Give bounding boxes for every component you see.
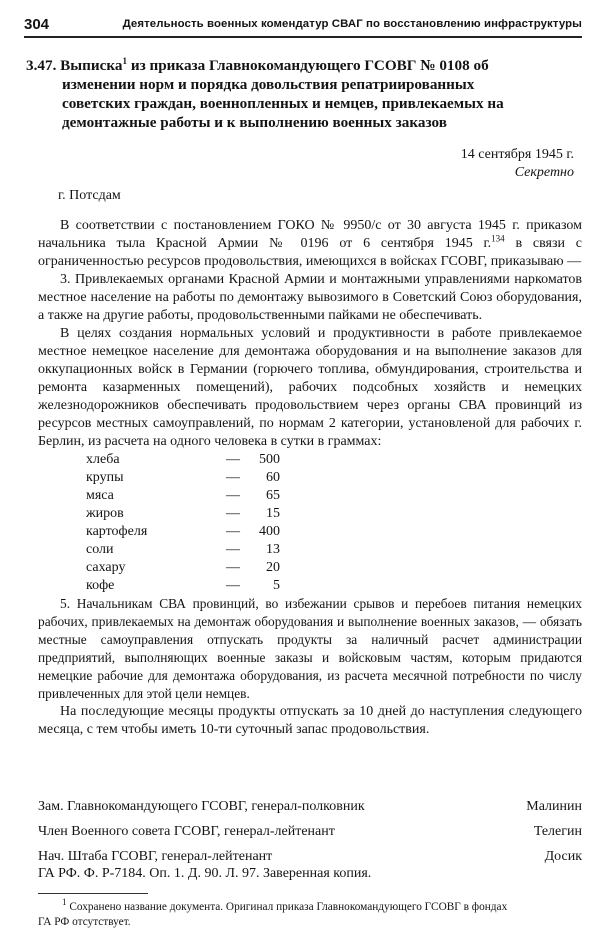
title-number: 3.47.	[26, 57, 57, 74]
ration-row	[86, 559, 280, 577]
document-date: 14 сентября 1945 г.	[460, 147, 574, 162]
signatory-name: Малинин	[526, 799, 582, 814]
ration-row	[86, 577, 280, 595]
signatory-position: Зам. Главнокомандующего ГСОВГ, генерал-полковник	[38, 799, 365, 814]
ration-grams: 20	[266, 560, 280, 575]
ration-grams: 500	[259, 452, 280, 467]
ration-dash: —	[226, 470, 240, 485]
ration-item: жиров	[86, 506, 124, 521]
ration-row	[86, 451, 280, 469]
ration-table	[86, 451, 280, 595]
running-header	[24, 14, 582, 38]
page-number: 304	[24, 16, 50, 33]
document-body	[38, 217, 582, 739]
paragraph-item-5: 5. Начальникам СВА провинций, во избежании срывов и перебоев питания немецких рабочих, привлекаемых на демонтаж оборудования и выполнение военных заказов, — обязать местные самоуправления отпускать продукты за наличный расчет администрации предприятий, выполняющих военные заказы и войсковым частям, которым придаются немецкие рабочие для демонтажа оборудования, из расчета месячной потребности по числу привлеченных для этой цели немцев.	[38, 596, 582, 701]
title-line-3: советских граждан, военнопленных и немцев, привлекаемых на	[62, 95, 504, 112]
ration-row	[86, 505, 280, 523]
ration-grams: 13	[266, 542, 280, 557]
ration-row	[86, 523, 280, 541]
footnote-mark: 1	[62, 897, 67, 908]
signatory-position: Нач. Штаба ГСОВГ, генерал-лейтенант	[38, 849, 273, 864]
signature-row	[38, 794, 582, 819]
signatory-name: Телегин	[533, 824, 582, 839]
ration-grams: 5	[273, 578, 280, 593]
ration-item: кофе	[86, 578, 115, 593]
footnote-divider	[38, 893, 148, 894]
footnote	[38, 897, 582, 930]
ration-item: хлеба	[86, 452, 120, 467]
document-title	[26, 56, 582, 132]
ration-grams: 60	[266, 470, 280, 485]
ration-row	[86, 541, 280, 559]
ration-item: мяса	[86, 488, 114, 503]
ration-dash: —	[226, 524, 240, 539]
title-line-1: 3.47. Выписка$^1$ из приказа Главнокомандующего ГСОВГ № 0108 об	[26, 55, 489, 74]
paragraph-conditions: В целях создания нормальных условий и продуктивности в работе привлекаемое местное немецкое население для демонтажа оборудования и на выполнение заказов для оккупационных войск в Германии (горючего топлива, обмундирования, строительства и ремонта казарменных помещений), рабочих подсобных хозяйств и немецких железнодорожников обеспечивать продовольствием через органы СВА провинций из ресурсов местных самоуправлений, по нормам 2 категории, установленой для рабочих г. Берлин, из расчета на одного человека в сутки в граммах:	[38, 326, 582, 449]
signature-block	[38, 794, 582, 869]
ration-dash: —	[226, 542, 240, 557]
ration-item: картофеля	[86, 524, 148, 539]
ration-grams: 15	[266, 506, 280, 521]
ration-dash: —	[226, 560, 240, 575]
title-line-4: демонтажные работы и к выполнению военных заказов	[62, 114, 447, 131]
date-block	[461, 146, 574, 182]
ration-dash: —	[226, 452, 240, 467]
ration-grams: 65	[266, 488, 280, 503]
ration-row	[86, 487, 280, 505]
running-title: Деятельность военных комендатур СВАГ по восстановлению инфраструктуры	[122, 18, 582, 30]
ration-dash: —	[226, 488, 240, 503]
paragraph-supply-advance: На последующие месяцы продукты отпускать за 10 дней до наступления следующего месяца, с тем чтобы иметь 10-ти суточный запас продовольствия.	[38, 704, 582, 737]
ration-grams: 400	[259, 524, 280, 539]
signatory-name: Досик	[544, 849, 582, 864]
footnote-line-1: $^1$ Сохранено название документа. Оригинал приказа Главнокомандующего ГСОВГ в фондах	[62, 897, 508, 913]
ration-item: крупы	[86, 470, 124, 485]
paragraph-preamble: В соответствии с постановлением ГОКО № 9950/с от 30 августа 1945 г. приказом начальника тыла Красной Армии № 0196 от 6 сентября 1945 г.$^{134}$ в связи с ограниченностью ресурсов продовольствия, имеющихся в войсках ГСОВГ, приказываю —	[38, 218, 582, 269]
footnote-line-2: ГА РФ отсутствует.	[38, 916, 131, 928]
document-place: г. Потсдам	[58, 188, 121, 203]
reference-mark: 134	[491, 233, 505, 244]
ration-dash: —	[226, 506, 240, 521]
paragraph-item-3: 3. Привлекаемых органами Красной Армии и монтажными управлениями наркоматов местное население на работы по демонтажу вывозимого в Советский Союз оборудования, а также на другие работы, продовольственными пайками не обеспечивать.	[38, 272, 582, 323]
ration-item: соли	[86, 542, 114, 557]
signature-row	[38, 819, 582, 844]
signatory-position: Член Военного совета ГСОВГ, генерал-лейтенант	[38, 824, 335, 839]
classification-mark: Секретно	[514, 165, 574, 180]
archive-reference: ГА РФ. Ф. Р-7184. Оп. 1. Д. 90. Л. 97. Заверенная копия.	[38, 866, 372, 881]
ration-item: сахару	[86, 560, 126, 575]
title-line-2: изменении норм и порядка довольствия репатриированных	[62, 76, 475, 93]
ration-dash: —	[226, 578, 240, 593]
title-footnote-mark: 1	[122, 55, 128, 66]
ration-row	[86, 469, 280, 487]
